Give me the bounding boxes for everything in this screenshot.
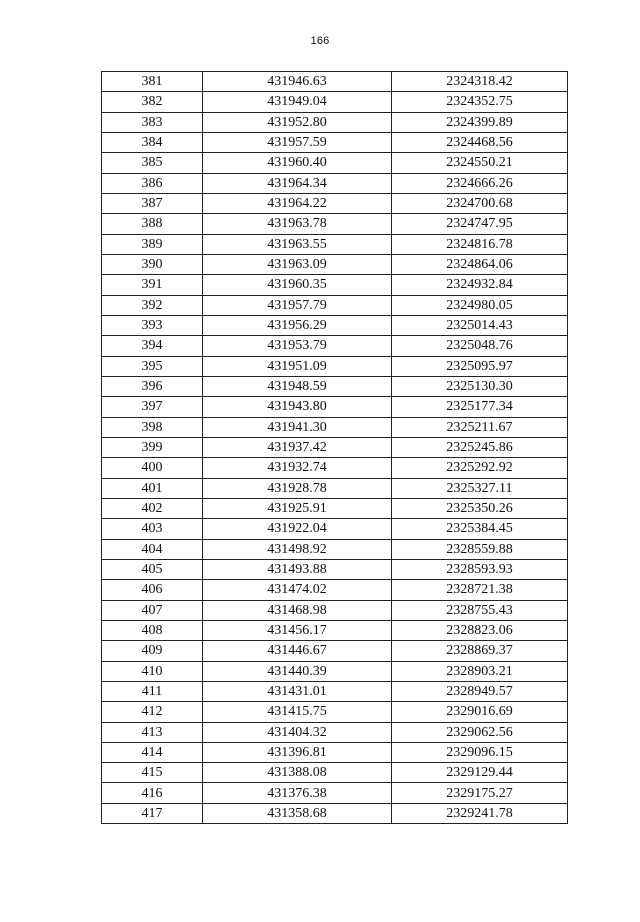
point-number-cell: 417 [102, 803, 203, 823]
table-row [102, 722, 568, 742]
point-number-cell: 414 [102, 742, 203, 762]
point-number-cell: 386 [102, 173, 203, 193]
x-coordinate-cell: 431376.38 [203, 783, 392, 803]
y-coordinate-cell: 2325245.86 [392, 437, 568, 457]
table-row [102, 702, 568, 722]
point-number-cell: 402 [102, 498, 203, 518]
y-coordinate-cell: 2328949.57 [392, 681, 568, 701]
x-coordinate-cell: 431957.59 [203, 132, 392, 152]
y-coordinate-cell: 2324318.42 [392, 72, 568, 92]
y-coordinate-cell: 2325014.43 [392, 315, 568, 335]
point-number-cell: 410 [102, 661, 203, 681]
x-coordinate-cell: 431388.08 [203, 763, 392, 783]
point-number-cell: 408 [102, 620, 203, 640]
point-number-cell: 389 [102, 234, 203, 254]
y-coordinate-cell: 2324932.84 [392, 275, 568, 295]
table-row [102, 214, 568, 234]
x-coordinate-cell: 431953.79 [203, 336, 392, 356]
table-row [102, 437, 568, 457]
y-coordinate-cell: 2329241.78 [392, 803, 568, 823]
point-number-cell: 381 [102, 72, 203, 92]
x-coordinate-cell: 431493.88 [203, 559, 392, 579]
table-row [102, 376, 568, 396]
x-coordinate-cell: 431949.04 [203, 92, 392, 112]
y-coordinate-cell: 2329096.15 [392, 742, 568, 762]
y-coordinate-cell: 2324468.56 [392, 132, 568, 152]
y-coordinate-cell: 2329129.44 [392, 763, 568, 783]
y-coordinate-cell: 2328593.93 [392, 559, 568, 579]
point-number-cell: 411 [102, 681, 203, 701]
y-coordinate-cell: 2324747.95 [392, 214, 568, 234]
point-number-cell: 405 [102, 559, 203, 579]
table-row [102, 539, 568, 559]
x-coordinate-cell: 431922.04 [203, 519, 392, 539]
table-row [102, 315, 568, 335]
x-coordinate-cell: 431446.67 [203, 641, 392, 661]
x-coordinate-cell: 431960.35 [203, 275, 392, 295]
y-coordinate-cell: 2324352.75 [392, 92, 568, 112]
point-number-cell: 382 [102, 92, 203, 112]
y-coordinate-cell: 2324816.78 [392, 234, 568, 254]
x-coordinate-cell: 431474.02 [203, 580, 392, 600]
table-row [102, 661, 568, 681]
page-number: 166 [310, 35, 330, 47]
table-row [102, 783, 568, 803]
x-coordinate-cell: 431431.01 [203, 681, 392, 701]
table-row [102, 742, 568, 762]
table-row [102, 234, 568, 254]
y-coordinate-cell: 2328823.06 [392, 620, 568, 640]
y-coordinate-cell: 2325327.11 [392, 478, 568, 498]
point-number-cell: 416 [102, 783, 203, 803]
x-coordinate-cell: 431925.91 [203, 498, 392, 518]
x-coordinate-cell: 431963.09 [203, 254, 392, 274]
table-row [102, 295, 568, 315]
y-coordinate-cell: 2325211.67 [392, 417, 568, 437]
table-row [102, 173, 568, 193]
y-coordinate-cell: 2325292.92 [392, 458, 568, 478]
point-number-cell: 392 [102, 295, 203, 315]
x-coordinate-cell: 431440.39 [203, 661, 392, 681]
x-coordinate-cell: 431960.40 [203, 153, 392, 173]
x-coordinate-cell: 431963.78 [203, 214, 392, 234]
point-number-cell: 395 [102, 356, 203, 376]
y-coordinate-cell: 2325177.34 [392, 397, 568, 417]
x-coordinate-cell: 431941.30 [203, 417, 392, 437]
point-number-cell: 385 [102, 153, 203, 173]
coordinates-table [101, 71, 568, 824]
point-number-cell: 409 [102, 641, 203, 661]
table-row [102, 803, 568, 823]
point-number-cell: 415 [102, 763, 203, 783]
y-coordinate-cell: 2329175.27 [392, 783, 568, 803]
y-coordinate-cell: 2329062.56 [392, 722, 568, 742]
x-coordinate-cell: 431468.98 [203, 600, 392, 620]
point-number-cell: 383 [102, 112, 203, 132]
table-row [102, 336, 568, 356]
x-coordinate-cell: 431358.68 [203, 803, 392, 823]
point-number-cell: 398 [102, 417, 203, 437]
y-coordinate-cell: 2325130.30 [392, 376, 568, 396]
point-number-cell: 397 [102, 397, 203, 417]
table-row [102, 681, 568, 701]
point-number-cell: 404 [102, 539, 203, 559]
y-coordinate-cell: 2324980.05 [392, 295, 568, 315]
x-coordinate-cell: 431404.32 [203, 722, 392, 742]
x-coordinate-cell: 431943.80 [203, 397, 392, 417]
point-number-cell: 403 [102, 519, 203, 539]
point-number-cell: 388 [102, 214, 203, 234]
y-coordinate-cell: 2324550.21 [392, 153, 568, 173]
table-row [102, 92, 568, 112]
y-coordinate-cell: 2328755.43 [392, 600, 568, 620]
x-coordinate-cell: 431396.81 [203, 742, 392, 762]
point-number-cell: 413 [102, 722, 203, 742]
x-coordinate-cell: 431952.80 [203, 112, 392, 132]
x-coordinate-cell: 431957.79 [203, 295, 392, 315]
table-row [102, 580, 568, 600]
y-coordinate-cell: 2325350.26 [392, 498, 568, 518]
table-row [102, 559, 568, 579]
table-row [102, 641, 568, 661]
y-coordinate-cell: 2328903.21 [392, 661, 568, 681]
y-coordinate-cell: 2329016.69 [392, 702, 568, 722]
x-coordinate-cell: 431932.74 [203, 458, 392, 478]
point-number-cell: 391 [102, 275, 203, 295]
point-number-cell: 394 [102, 336, 203, 356]
point-number-cell: 401 [102, 478, 203, 498]
y-coordinate-cell: 2324666.26 [392, 173, 568, 193]
table-row [102, 112, 568, 132]
y-coordinate-cell: 2324700.68 [392, 193, 568, 213]
y-coordinate-cell: 2325384.45 [392, 519, 568, 539]
table-row [102, 356, 568, 376]
table-row [102, 478, 568, 498]
x-coordinate-cell: 431948.59 [203, 376, 392, 396]
point-number-cell: 412 [102, 702, 203, 722]
table-row [102, 397, 568, 417]
point-number-cell: 393 [102, 315, 203, 335]
point-number-cell: 406 [102, 580, 203, 600]
x-coordinate-cell: 431963.55 [203, 234, 392, 254]
table-row [102, 72, 568, 92]
x-coordinate-cell: 431956.29 [203, 315, 392, 335]
table-row [102, 417, 568, 437]
table-row [102, 498, 568, 518]
table-row [102, 275, 568, 295]
x-coordinate-cell: 431946.63 [203, 72, 392, 92]
x-coordinate-cell: 431964.34 [203, 173, 392, 193]
x-coordinate-cell: 431964.22 [203, 193, 392, 213]
y-coordinate-cell: 2325095.97 [392, 356, 568, 376]
table-row [102, 132, 568, 152]
point-number-cell: 407 [102, 600, 203, 620]
table-row [102, 193, 568, 213]
x-coordinate-cell: 431415.75 [203, 702, 392, 722]
y-coordinate-cell: 2325048.76 [392, 336, 568, 356]
table-row [102, 458, 568, 478]
table-row [102, 254, 568, 274]
table-row [102, 519, 568, 539]
x-coordinate-cell: 431928.78 [203, 478, 392, 498]
point-number-cell: 396 [102, 376, 203, 396]
x-coordinate-cell: 431498.92 [203, 539, 392, 559]
table-row [102, 620, 568, 640]
point-number-cell: 390 [102, 254, 203, 274]
table-row [102, 763, 568, 783]
x-coordinate-cell: 431937.42 [203, 437, 392, 457]
coordinates-table-body [102, 72, 568, 824]
x-coordinate-cell: 431951.09 [203, 356, 392, 376]
y-coordinate-cell: 2328869.37 [392, 641, 568, 661]
point-number-cell: 384 [102, 132, 203, 152]
table-row [102, 153, 568, 173]
y-coordinate-cell: 2324399.89 [392, 112, 568, 132]
table-row [102, 600, 568, 620]
point-number-cell: 400 [102, 458, 203, 478]
x-coordinate-cell: 431456.17 [203, 620, 392, 640]
point-number-cell: 387 [102, 193, 203, 213]
point-number-cell: 399 [102, 437, 203, 457]
y-coordinate-cell: 2328559.88 [392, 539, 568, 559]
y-coordinate-cell: 2324864.06 [392, 254, 568, 274]
y-coordinate-cell: 2328721.38 [392, 580, 568, 600]
